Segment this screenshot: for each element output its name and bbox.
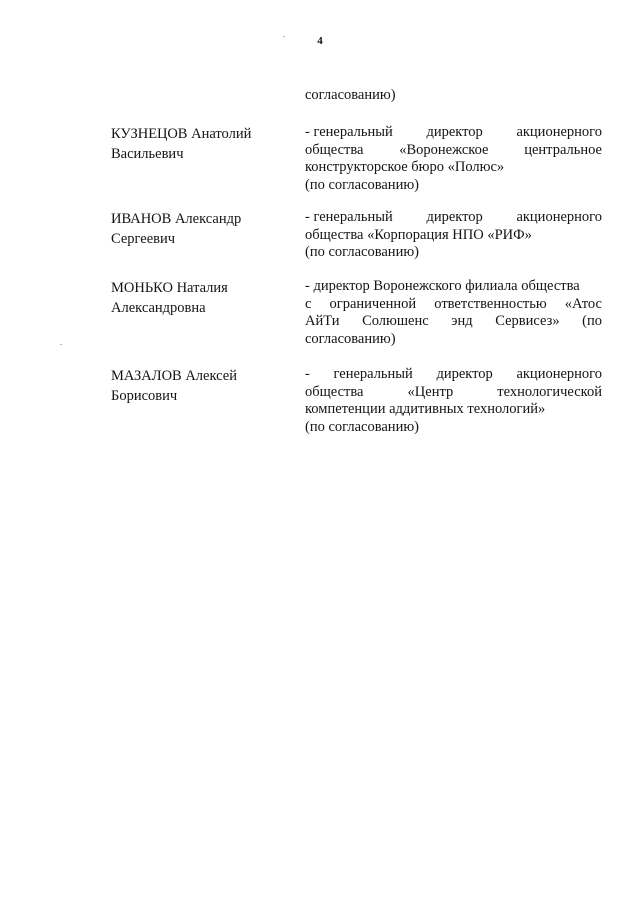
- approval-note: согласованию): [305, 330, 396, 347]
- member-name: [111, 209, 291, 249]
- word: акционерного: [516, 366, 602, 382]
- word: энд: [451, 313, 473, 329]
- position-line: общества «Корпорация НПО «РИФ»: [305, 226, 532, 243]
- word: - генеральный: [305, 209, 393, 225]
- approval-note: (по согласованию): [305, 418, 419, 435]
- member-patronymic: Александровна: [111, 300, 206, 316]
- position-line: компетенции аддитивных технологий»: [305, 401, 546, 417]
- member-position: [305, 366, 602, 436]
- word: директор: [426, 124, 483, 140]
- word: акционерного: [516, 124, 602, 140]
- word: -: [305, 366, 310, 382]
- member-surname-name: КУЗНЕЦОВ Анатолий: [111, 126, 252, 142]
- member-surname-name: ИВАНОВ Александр: [111, 211, 242, 227]
- member-patronymic: Сергеевич: [111, 231, 176, 247]
- member-name: [111, 366, 291, 406]
- member-position: [305, 124, 602, 194]
- word: «Воронежское: [399, 141, 489, 158]
- position-line: [305, 366, 602, 384]
- word: общества: [305, 383, 364, 400]
- position-line: [305, 296, 602, 314]
- word: директор: [426, 209, 483, 225]
- position-line: - директор Воронежского филиала общества: [305, 278, 580, 294]
- word: акционерного: [516, 209, 602, 225]
- position-line: [305, 209, 602, 227]
- word: «Атос: [564, 295, 602, 312]
- scan-speck: [60, 344, 62, 345]
- word: директор: [436, 366, 493, 382]
- scan-speck: [283, 36, 285, 37]
- position-line: [305, 384, 602, 402]
- word: АйТи: [305, 313, 340, 329]
- position-line: конструкторское бюро «Полюс»: [305, 159, 505, 175]
- member-surname-name: МОНЬКО Наталия: [111, 280, 228, 296]
- page-number: 4: [317, 35, 323, 47]
- word: генеральный: [333, 366, 413, 382]
- member-surname-name: МАЗАЛОВ Алексей: [111, 368, 237, 384]
- member-name: [111, 278, 291, 318]
- word: Солюшенс: [362, 313, 429, 329]
- word: центральное: [524, 141, 602, 158]
- member-position: [305, 209, 602, 262]
- word: ответственностью: [434, 295, 547, 312]
- word: (по: [582, 313, 602, 329]
- word: технологической: [497, 383, 602, 400]
- member-patronymic: Васильевич: [111, 146, 184, 162]
- word: с: [305, 295, 312, 312]
- member-position: [305, 278, 602, 348]
- word: - генеральный: [305, 124, 393, 140]
- continuation-text: согласованию): [305, 87, 396, 103]
- approval-note: (по согласованию): [305, 244, 419, 260]
- word: общества: [305, 141, 364, 158]
- position-line: [305, 142, 602, 160]
- word: «Центр: [407, 383, 454, 400]
- member-patronymic: Борисович: [111, 388, 178, 404]
- approval-note: (по согласованию): [305, 176, 419, 193]
- position-line: [305, 313, 602, 331]
- word: ограниченной: [329, 295, 417, 312]
- member-name: [111, 124, 291, 164]
- position-line: [305, 124, 602, 142]
- word: Сервисез»: [495, 313, 560, 329]
